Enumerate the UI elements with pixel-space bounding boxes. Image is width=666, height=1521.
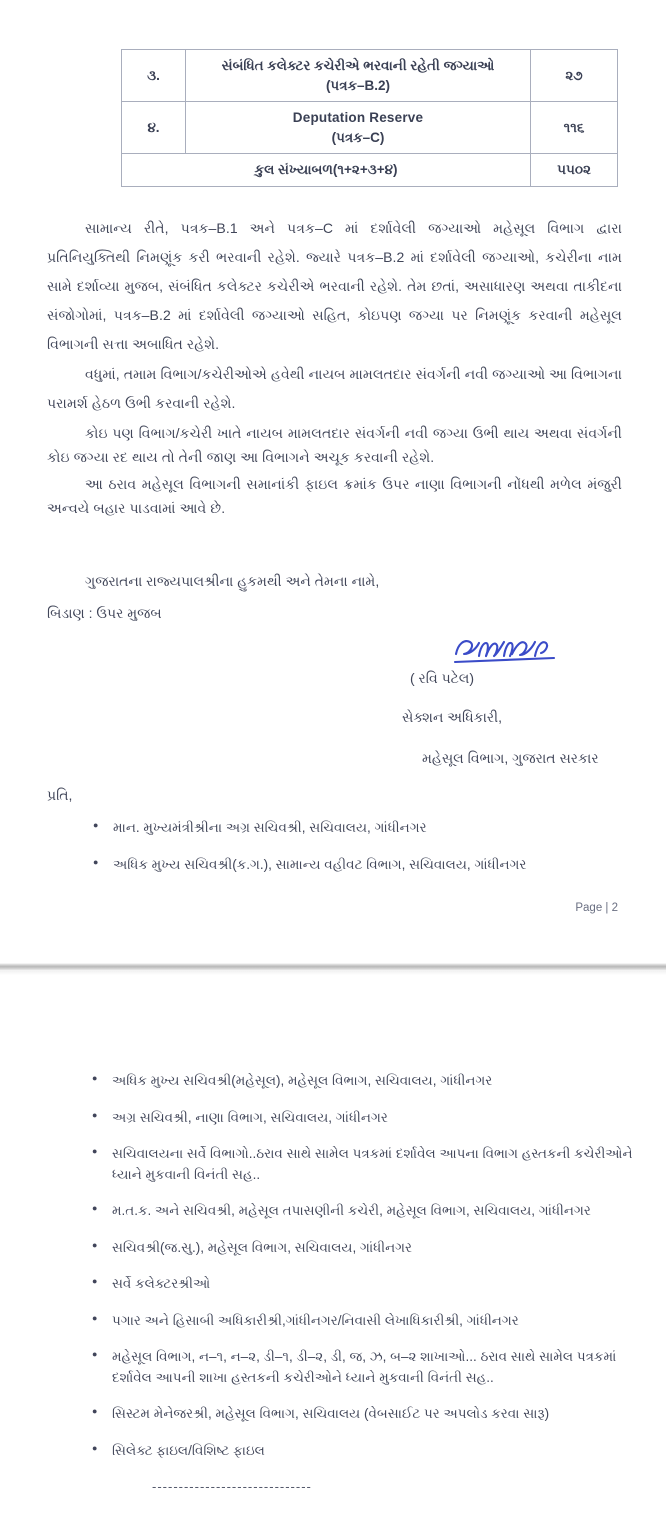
separator-band: [0, 963, 666, 971]
paragraph-3: કોઇ પણ વિભાગ/કચેરી ખાતે નાયબ મામલતદાર સંવર્ગની નવી જગ્યા ઉભી થાય અથવા સંવર્ગની કોઇ જગ્યા રદ થાય તો તેની જાણ આ વિભાગને અચૂક કરવાની રહેશે.: [47, 424, 622, 465]
recipients-list: [47, 818, 626, 876]
document-body: [47, 214, 622, 520]
list-item: ● સિલેક્ટ ફાઇલ/વિશિષ્ટ ફાઇલ: [92, 1441, 634, 1462]
signature-department: મહેસૂલ વિભાગ, ગુજરાત સરકાર: [422, 750, 599, 766]
section-divider-dashes: ------------------------------: [152, 1479, 312, 1495]
table-cell-description: [186, 102, 531, 154]
description-line-1: Deputation Reserve: [292, 110, 424, 126]
table-cell-sr-no: ૩.: [122, 50, 186, 102]
summary-table-container: [121, 49, 590, 187]
handwritten-signature-icon: [450, 632, 570, 674]
paragraph-1: સામાન્ય રીતે, પત્રક–B.1 અને પત્રક–C માં દર્શાવેલી જગ્યાઓ મહેસૂલ વિભાગ દ્વારા પ્રતિનિયુક્તિથી નિમણૂંક કરી ભરવાની રહેશે. જ્યારે પત્રક–B.2 માં દર્શાવેલી જગ્યાઓ, કચેરીના નામ સામે દર્શાવ્યા મુજબ, સંબંધિત કલેક્ટર કચેરીએ ભરવાની રહેશે. તેમ છતાં, અસાધારણ અથવા તાકીદના સંજોગોમાં, પત્રક–B.2 માં દર્શાવેલી જગ્યાઓ સહિત, કોઇપણ જગ્યા પર નિમણૂંક કરવાની મહેસૂલ વિભાગની સત્તા અબાધિત રહેશે.: [47, 220, 622, 353]
list-item: ● સચિવશ્રી(જ.સુ.), મહેસૂલ વિભાગ, સચિવાલય, ગાંધીનગર: [92, 1238, 634, 1259]
recipients-section-page-2: [60, 1071, 634, 1494]
description-line-2: (પત્રક–B.2): [325, 77, 391, 93]
recipients-section-page-1: [47, 787, 626, 893]
closing-block: [47, 570, 622, 635]
table-cell-total-count: ૫૫૦૨: [531, 154, 618, 187]
description-line-1: સંબંધિત કલેક્ટર કચેરીએ ભરવાની રહેતી જગ્યાઓ: [221, 58, 495, 73]
description-line-2: (પત્રક–C): [331, 129, 385, 145]
separator-band-edge: [0, 971, 666, 975]
table-row: [122, 102, 618, 154]
recipients-list-continued: [60, 1071, 634, 1461]
table-row: [122, 50, 618, 102]
signature-role: સેક્શન અધિકારી,: [402, 709, 503, 725]
table-total-row: [122, 154, 618, 187]
page-number-footer: Page | 2: [575, 902, 618, 914]
table-cell-count: ૧૧૬: [531, 102, 618, 154]
list-item: ● અગ્ર સચિવશ્રી, નાણા વિભાગ, સચિવાલય, ગાંધીનગર: [92, 1108, 634, 1129]
order-line: ગુજરાતના રાજ્યપાલશ્રીના હુકમથી અને તેમના નામે,: [85, 573, 380, 589]
paragraph-2: વધુમાં, તમામ વિભાગ/કચેરીઓએ હવેથી નાયબ મામલતદાર સંવર્ગની નવી જગ્યાઓ આ વિભાગના પરામર્શ હેઠળ ઉભી કરવાની રહેશે.: [47, 365, 623, 411]
table-cell-total-label: કુલ સંખ્યાબળ(૧+૨+૩+૪): [122, 154, 531, 187]
document-page-2: [0, 983, 666, 1521]
recipients-heading: પ્રતિ,: [47, 787, 73, 803]
list-item: ● મહેસૂલ વિભાગ, ન–૧, ન–૨, ડી–૧, ડી–૨, ડી, જ, ઝ, બ–૨ શાખાઓ... ઠરાવ સાથે સામેલ પત્રકમાં દર્શાવેલ આપની શાખા હસ્તકની કચેરીઓને ધ્યાને મુકવાની વિનંતી સહ..: [92, 1347, 634, 1388]
signature-block: [330, 632, 630, 767]
list-item: ● સિસ્ટમ મેનેજરશ્રી, મહેસૂલ વિભાગ, સચિવાલય (વેબસાઈટ પર અપલોડ કરવા સારૂ): [92, 1404, 634, 1425]
list-item: ● સર્વે કલેક્ટરશ્રીઓ: [92, 1274, 634, 1295]
list-item: ● સચિવાલયના સર્વે વિભાગો..ઠરાવ સાથે સામેલ પત્રકમાં દર્શાવેલ આપના વિભાગ હસ્તકની કચેરીઓને ધ્યાને મુકવાની વિનંતી સહ..: [92, 1144, 634, 1185]
list-item: ● માન. મુખ્યમંત્રીશ્રીના અગ્ર સચિવશ્રી, સચિવાલય, ગાંધીનગર: [93, 818, 626, 838]
list-item: ● અધિક મુખ્ય સચિવશ્રી(ક.ગ.), સામાન્ય વહીવટ વિભાગ, સચિવાલય, ગાંધીનગર: [93, 855, 626, 875]
summary-table: [121, 49, 618, 187]
page-separator: [0, 955, 666, 983]
table-cell-sr-no: ૪.: [122, 102, 186, 154]
list-item: ● અધિક મુખ્ય સચિવશ્રી(મહેસૂલ), મહેસૂલ વિભાગ, સચિવાલય, ગાંધીનગર: [92, 1071, 634, 1092]
signature-name: ( રવિ પટેલ): [410, 670, 475, 686]
table-cell-description: [186, 50, 531, 102]
list-item: ● પગાર અને હિસાબી અધિકારીશ્રી,ગાંધીનગર/નિવાસી લેખાધિકારીશ્રી, ગાંધીનગર: [92, 1311, 634, 1332]
enclosure-line: બિડાણ : ઉપર મુજબ: [47, 605, 162, 622]
paragraph-4: આ ઠરાવ મહેસૂલ વિભાગની સમાનાંકી ફાઇલ ક્રમાંક ઉપર નાણા વિભાગની નોંધથી મળેલ મંજુરી અન્વયે બહાર પાડવામાં આવે છે.: [47, 475, 622, 516]
table-cell-count: ૨૭: [531, 50, 618, 102]
list-item: ● મ.ત.ક. અને સચિવશ્રી, મહેસૂલ તપાસણીની કચેરી, મહેસૂલ વિભાગ, સચિવાલય, ગાંધીનગર: [92, 1201, 634, 1222]
